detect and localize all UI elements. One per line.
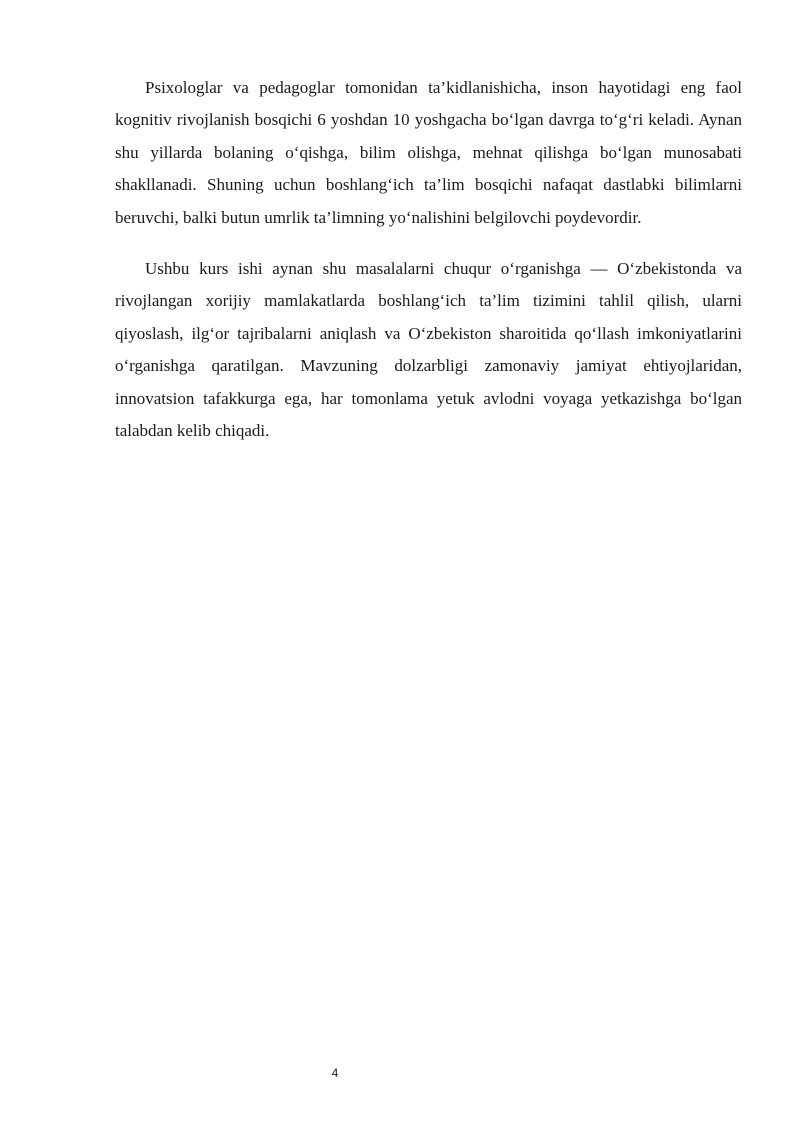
paragraph-2: Ushbu kurs ishi aynan shu masalalarni chuqur o‘rganishga — O‘zbekistonda va rivojlangan xorijiy mamlakatlarda boshlang‘ich ta’lim tizimini tahlil qilish, ularni qiyoslash, ilg‘or tajribalarni aniqlash va O‘zbekiston sharoitida qo‘llash imkoniyatlarini o‘rganishga qaratilgan. Mavzuning dolzarbligi zamonaviy jamiyat ehtiyojlaridan, innovatsion tafakkurga ega, har tomonlama yetuk avlodni voyaga yetkazishga bo‘lgan talabdan kelib chiqadi. [115,259,742,441]
page-number: 4 [331,1066,339,1080]
paragraph-1: Psixologlar va pedagoglar tomonidan ta’kidlanishicha, inson hayotidagi eng faol kognitiv rivojlanish bosqichi 6 yoshdan 10 yoshgacha bo‘lgan davrga to‘g‘ri keladi. Aynan shu yillarda bolaning o‘qishga, bilim olishga, mehnat qilishga bo‘lgan munosabati shakllanadi. Shuning uchun boshlang‘ich ta’lim bosqichi nafaqat dastlabki bilimlarni beruvchi, balki butun umrlik ta’limning yo‘nalishini belgilovchi poydevordir. [115,78,742,227]
body-text [115,72,742,466]
